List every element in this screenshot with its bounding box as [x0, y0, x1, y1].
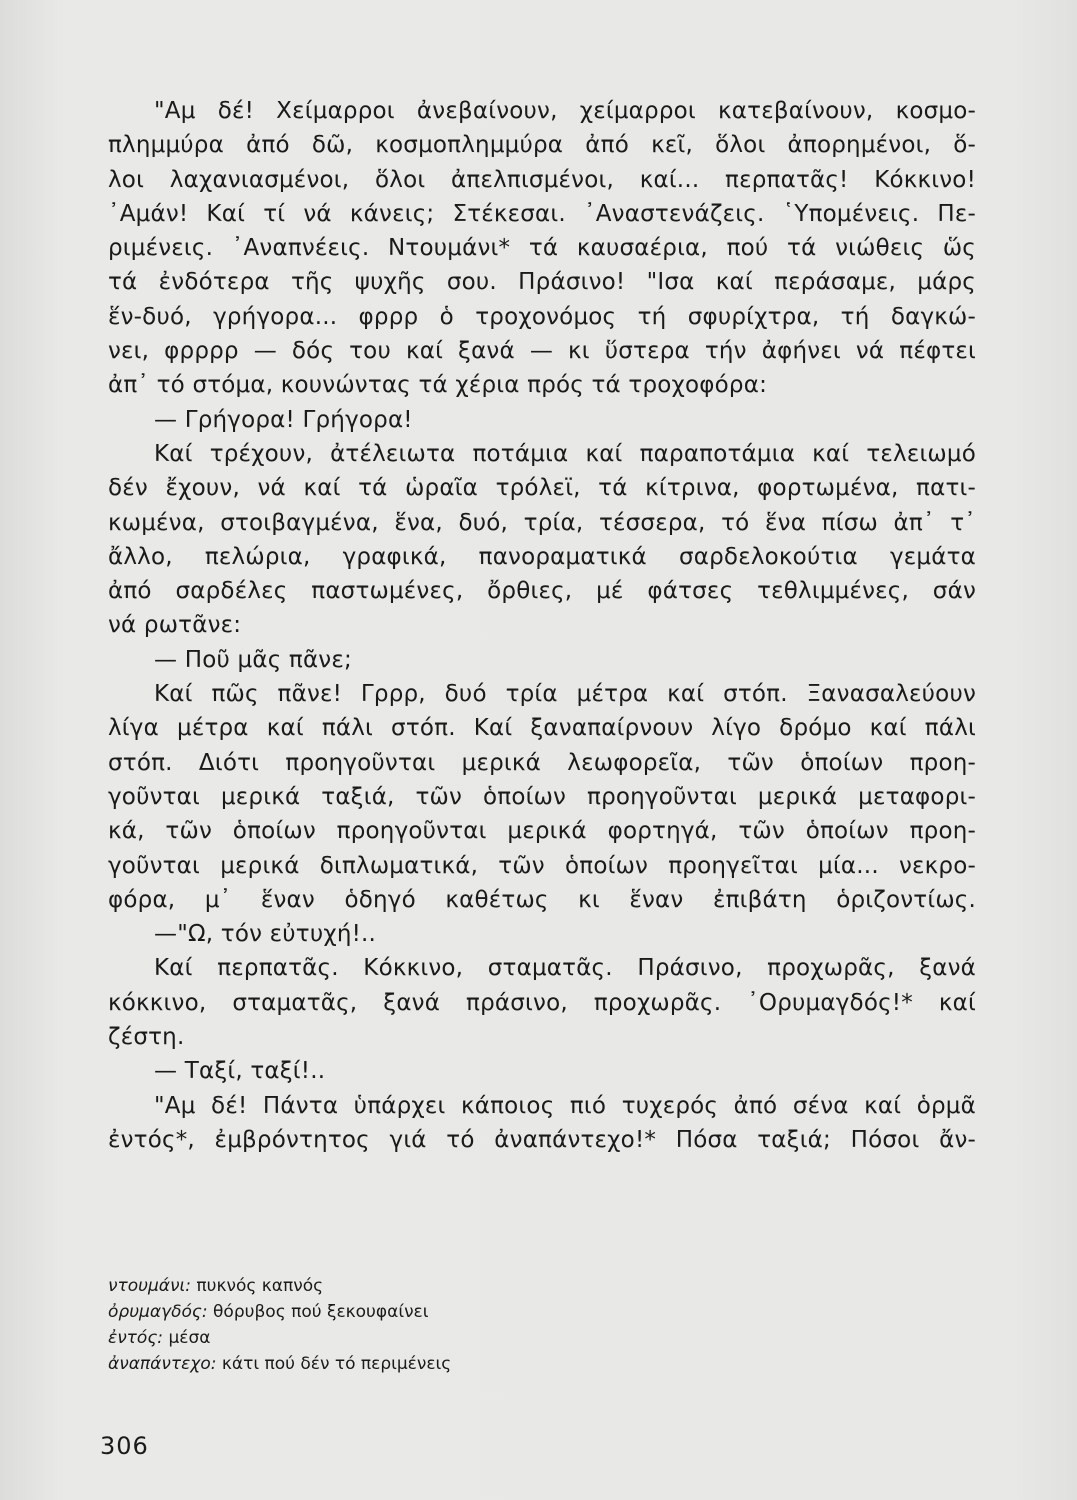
text-line: κόκκινο, σταματᾶς, ξανά πράσινο, προχωρᾶς. ᾿Ορυμαγδός!* καί — [108, 989, 976, 1016]
text-line: γοῦνται μερικά ταξιά, τῶν ὁποίων προηγοῦνται μερικά μεταφορι- — [108, 783, 976, 810]
text-line: γοῦνται μερικά διπλωματικά, τῶν ὁποίων προηγεῖται μία... νεκρο- — [108, 852, 976, 879]
text-line: φόρα, μ᾿ ἕναν ὁδηγό καθέτως κι ἕναν ἐπιβάτη ὁριζοντίως. — [108, 886, 976, 913]
text-line: ἀπό σαρδέλες παστωμένες, ὄρθιες, μέ φάτσες τεθλιμμένες, σάν — [108, 578, 976, 605]
footnote — [108, 1325, 608, 1351]
text-line: ἀπ᾿ τό στόμα, κουνώντας τά χέρια πρός τά τροχοφόρα: — [108, 372, 768, 399]
text-line: ᾿Αμάν! Καί τί νά κάνεις; Στέκεσαι. ᾿Αναστενάζεις. ῾Υπομένεις. Πε- — [108, 200, 976, 227]
text-line: "Αμ δέ! Χείμαρροι ἀνεβαίνουν, χείμαρροι κατεβαίνουν, κοσμο- — [154, 98, 976, 124]
footnotes — [108, 1273, 608, 1377]
text-line: λίγα μέτρα καί πάλι στόπ. Καί ξαναπαίρνουν λίγο δρόμο καί πάλι — [108, 715, 976, 742]
text-line: νά ρωτᾶνε: — [108, 612, 242, 639]
text-line: νει, φρρρρ — δός του καί ξανά — κι ὕστερα τήν ἀφήνει νά πέφτει — [108, 338, 976, 365]
footnote-definition: πυκνός καπνός — [196, 1276, 324, 1296]
text-line: ἕν-δυό, γρήγορα... φρρρ ὁ τροχονόμος τή σφυρίχτρα, τή δαγκώ- — [108, 303, 976, 330]
footnote-term: ἐντός: — [108, 1328, 164, 1348]
footnote-term: ντουμάνι: — [108, 1276, 191, 1296]
text-line: τά ἐνδότερα τῆς ψυχῆς σου. Πράσινο! "Ισα καί περάσαμε, μάρς — [108, 269, 976, 296]
text-line: "Αμ δέ! Πάντα ὑπάρχει κάποιος πιό τυχερός ἀπό σένα καί ὁρμᾶ — [154, 1092, 976, 1119]
page-number: 306 — [100, 1432, 149, 1460]
text-line: δέν ἔχουν, νά καί τά ὡραῖα τρόλεϊ, τά κίτρινα, φορτωμένα, πατι- — [108, 475, 976, 502]
text-line: λοι λαχανιασμένοι, ὅλοι ἀπελπισμένοι, καί... περπατᾶς! Κόκκινο! — [108, 166, 976, 193]
text-line: — Ταξί, ταξί!.. — [154, 1058, 326, 1085]
text-line: πλημμύρα ἀπό δῶ, κοσμοπλημμύρα ἀπό κεῖ, ὅλοι ἀπορημένοι, ὅ- — [108, 132, 976, 159]
footnote-definition: θόρυβος πού ξεκουφαίνει — [213, 1302, 429, 1322]
text-line: κωμένα, στοιβαγμένα, ἕνα, δυό, τρία, τέσσερα, τό ἕνα πίσω ἀπ᾿ τ᾿ — [108, 509, 976, 536]
text-line: ἐντός*, ἐμβρόντητος γιά τό ἀναπάντεχο!* Πόσα ταξιά; Πόσοι ἄν- — [108, 1126, 976, 1153]
main-text — [108, 94, 976, 1157]
footnote — [108, 1299, 608, 1325]
footnote — [108, 1273, 608, 1299]
text-line: ζέστη. — [108, 1024, 185, 1051]
footnote-definition: κάτι πού δέν τό περιμένεις — [221, 1354, 452, 1374]
footnote-term: ἀναπάντεχο: — [108, 1354, 217, 1374]
footnote-definition: μέσα — [168, 1328, 211, 1348]
text-line: ἄλλο, πελώρια, γραφικά, πανοραματικά σαρδελοκούτια γεμάτα — [108, 543, 976, 570]
text-line: — Ποῦ μᾶς πᾶνε; — [154, 646, 352, 673]
text-line: ριμένεις. ᾿Αναπνέεις. Ντουμάνι* τά καυσαέρια, πού τά νιώθεις ὥς — [108, 235, 976, 262]
text-line: κά, τῶν ὁποίων προηγοῦνται μερικά φορτηγά, τῶν ὁποίων προη- — [108, 818, 976, 845]
text-line: Καί τρέχουν, ἀτέλειωτα ποτάμια καί παραποτάμια καί τελειωμό — [154, 440, 976, 467]
text-line: — Γρήγορα! Γρήγορα! — [154, 406, 413, 433]
text-line: Καί πῶς πᾶνε! Γρρρ, δυό τρία μέτρα καί στόπ. Ξανασαλεύουν — [154, 681, 976, 708]
footnote — [108, 1351, 608, 1377]
footnote-term: ὀρυμαγδός: — [108, 1302, 208, 1322]
text-line: στόπ. Διότι προηγοῦνται μερικά λεωφορεῖα, τῶν ὁποίων προη- — [108, 749, 976, 776]
text-line: Καί περπατᾶς. Κόκκινο, σταματᾶς. Πράσινο, προχωρᾶς, ξανά — [154, 955, 976, 982]
text-line: —"Ω, τόν εὐτυχή!.. — [154, 921, 377, 948]
